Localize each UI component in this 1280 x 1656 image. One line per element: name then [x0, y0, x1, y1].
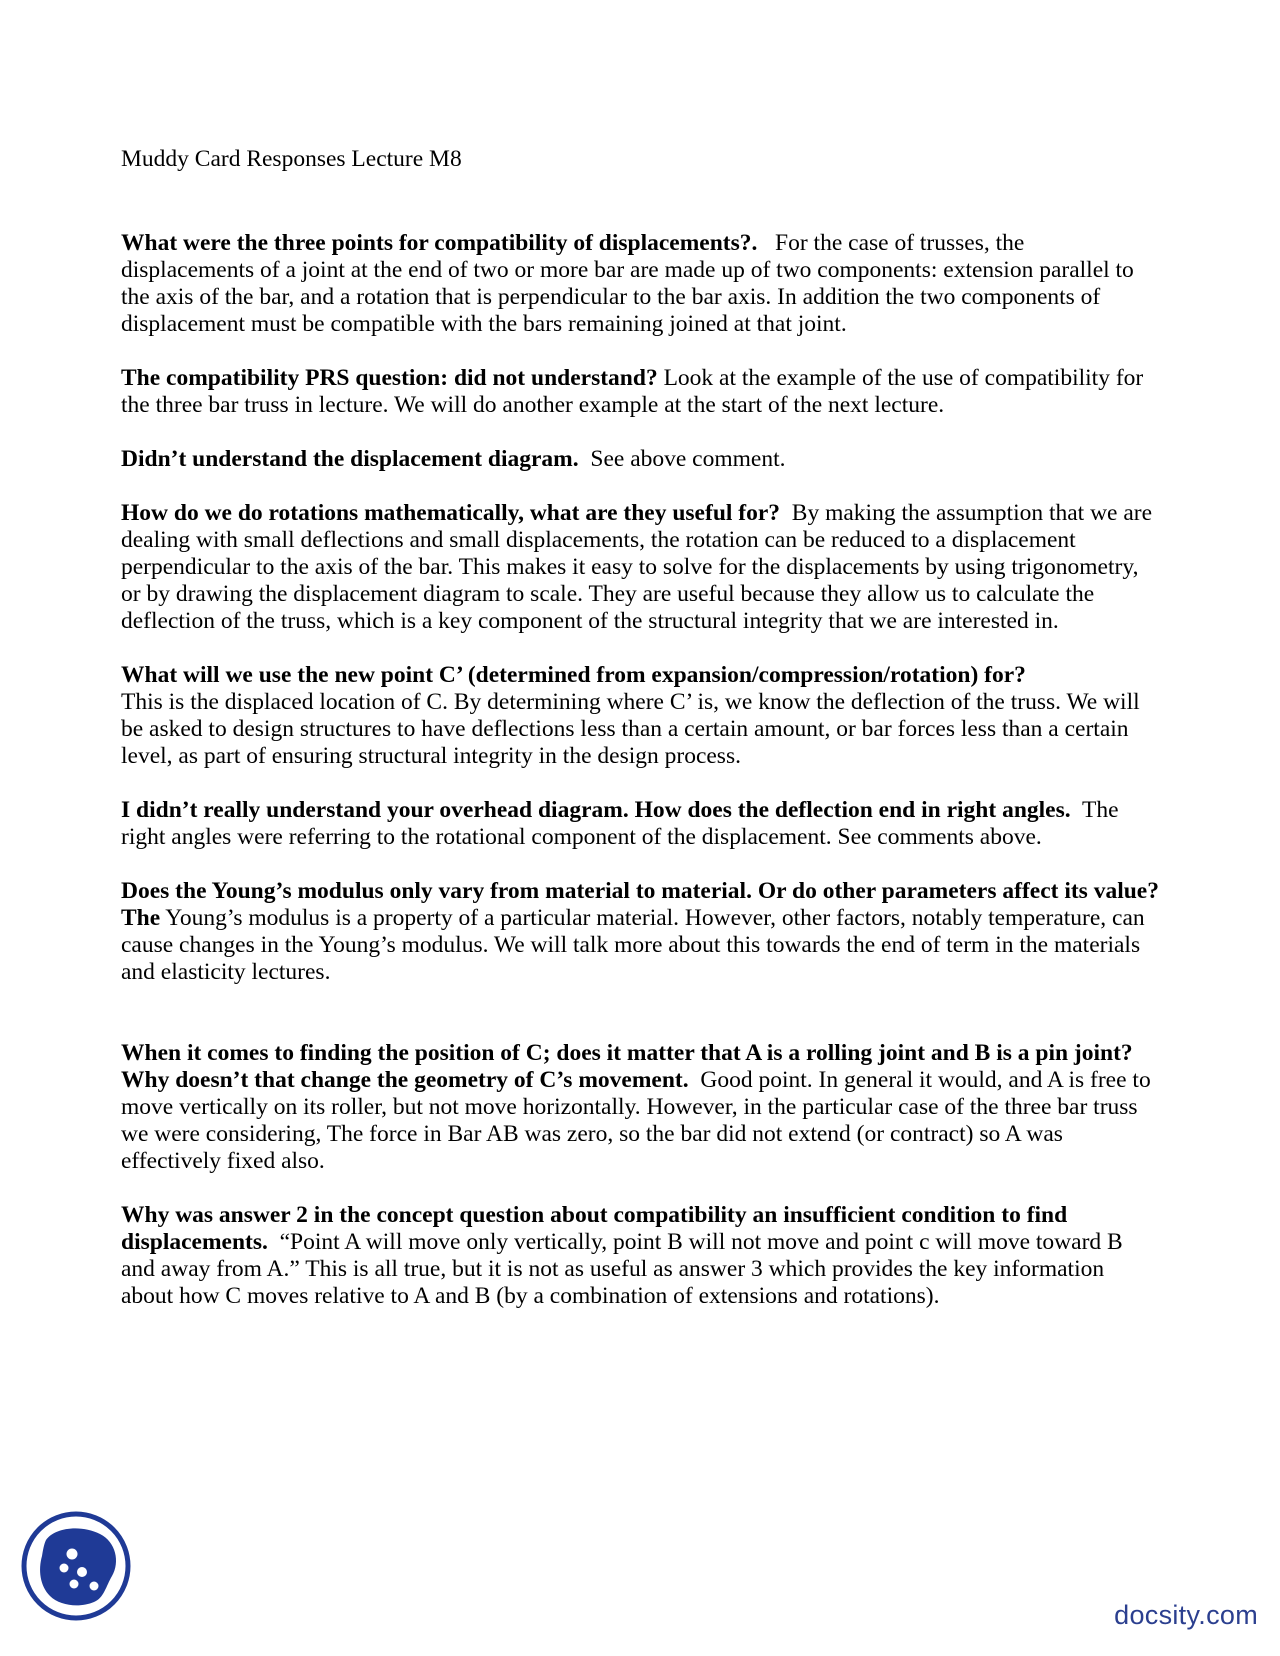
question-text: When it comes to finding the position of C; does it matter that A is a rolling joint and B is a pin joint? Why doesn’t that change the geometry of C’s movement. — [121, 1040, 1133, 1093]
docsity-logo-icon[interactable] — [20, 1510, 132, 1622]
qa-item-5 — [121, 662, 1161, 770]
question-text: Didn’t understand the displacement diagram. — [121, 446, 579, 472]
question-text: I didn’t really understand your overhead diagram. How does the deflection end in right angles. — [121, 797, 1071, 823]
answer-text: For the case of trusses, the displacements of a joint at the end of two or more bar are made up of two components: extension parallel to the axis of the bar, and a rotation that is perpendicular to the bar axis. In addition the two components of displacement must be compatible with the bars remaining joined at that joint. — [121, 230, 1134, 337]
answer-text: Good point. In general it would, and A is free to move vertically on its roller, but not move horizontally. However, in the particular case of the three bar truss we were considering, The force in Bar AB was zero, so the bar did not extend (or contract) so A was effectively fixed also. — [121, 1067, 1151, 1174]
document-page — [121, 146, 1161, 1337]
qa-item-2 — [121, 365, 1161, 419]
docsity-brand-link[interactable]: docsity.com — [1114, 1600, 1258, 1630]
qa-item-6 — [121, 797, 1161, 851]
answer-text: By making the assumption that we are dealing with small deflections and small displacements, the rotation can be reduced to a displacement perpendicular to the axis of the bar. This makes it easy to solve for the displacements by using trigonometry, or by drawing the displacement diagram to scale. They are useful because they allow us to calculate the deflection of the truss, which is a key component of the structural integrity that we are interested in. — [121, 500, 1153, 634]
question-text: The compatibility PRS question: did not understand? — [121, 365, 658, 391]
qa-item-9 — [121, 1202, 1161, 1310]
qa-item-4 — [121, 500, 1161, 635]
qa-item-7 — [121, 878, 1161, 986]
qa-item-3 — [121, 446, 1161, 473]
question-text: What were the three points for compatibility of displacements?. — [121, 230, 758, 256]
answer-text: This is the displaced location of C. By determining where C’ is, we know the deflection of the truss. We will be asked to design structures to have deflections less than a certain amount, or bar forces less than a certain level, as part of ensuring structural integrity in the design process. — [121, 689, 1140, 769]
answer-text: Look at the example of the use of compatibility for the three bar truss in lecture. We will do another example at the start of the next lecture. — [121, 365, 1144, 418]
qa-item-1 — [121, 230, 1161, 338]
answer-text: See above comment. — [590, 446, 786, 472]
question-text: Why was answer 2 in the concept question about compatibility an insufficient condition to find displacements. — [121, 1202, 1068, 1255]
document-title: Muddy Card Responses Lecture M8 — [121, 146, 462, 172]
question-text: How do we do rotations mathematically, what are they useful for? — [121, 500, 781, 526]
answer-text: “Point A will move only vertically, point B will not move and point c will move toward B and away from A.” This is all true, but it is not as useful as answer 3 which provides the key information about how C moves relative to A and B (by a combination of extensions and rotations). — [121, 1229, 1123, 1309]
question-text: What will we use the new point C’ (determined from expansion/compression/rotation) for? — [121, 662, 1026, 688]
qa-item-8 — [121, 1040, 1161, 1175]
question-text: Does the Young’s modulus only vary from material to material. Or do other parameters affect its value? The — [121, 878, 1159, 931]
answer-text: Young’s modulus is a property of a particular material. However, other factors, notably temperature, can cause changes in the Young’s modulus. We will talk more about this towards the end of term in the materials and elasticity lectures. — [121, 905, 1145, 985]
answer-text: The right angles were referring to the rotational component of the displacement. See comments above. — [121, 797, 1119, 850]
